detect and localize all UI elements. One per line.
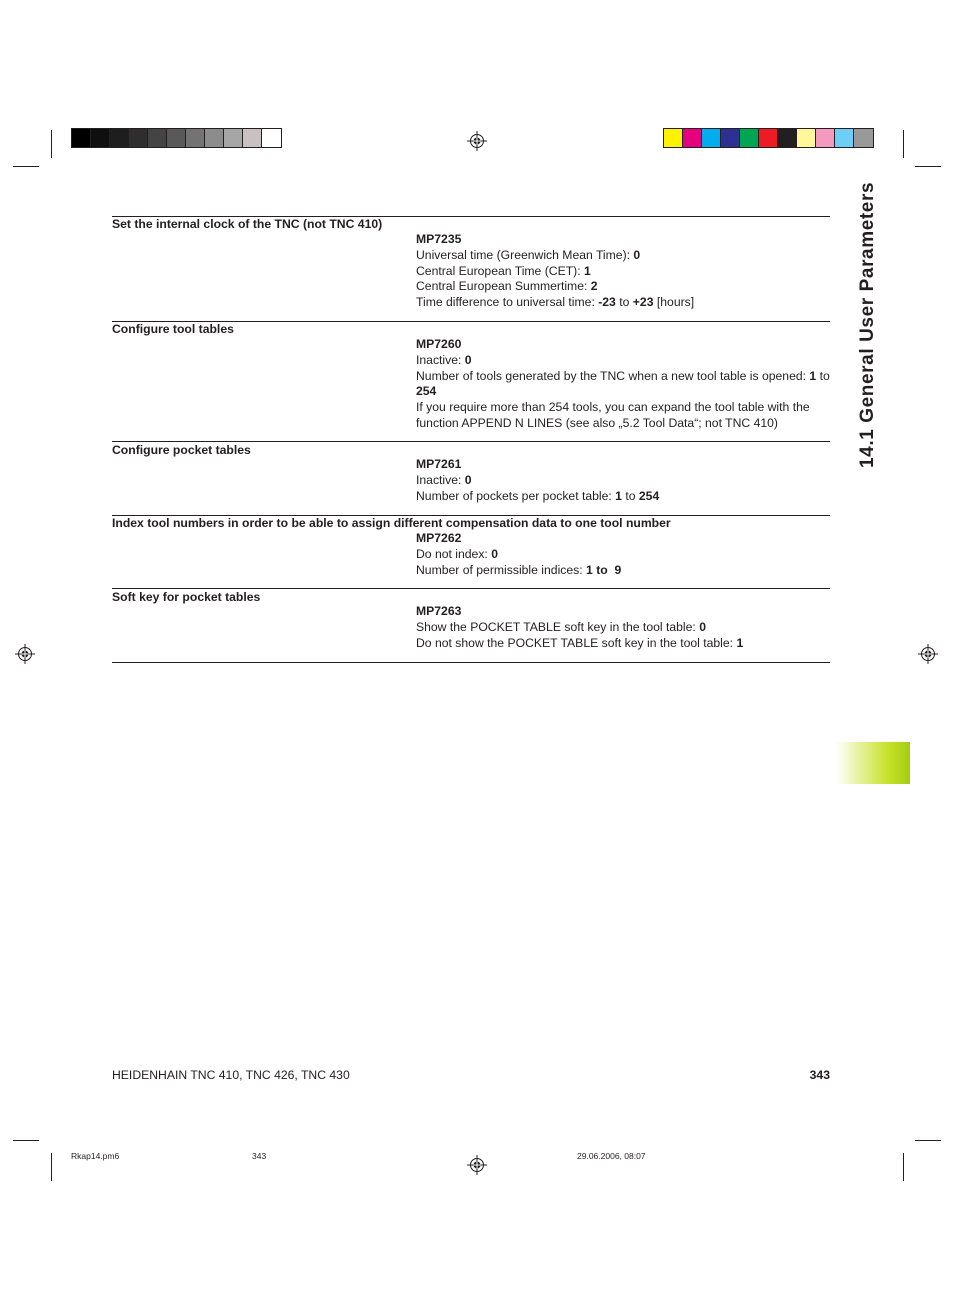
parameter-line: Universal time (Greenwich Mean Time): 0 [416,247,641,262]
color-swatch [702,129,721,147]
parameter-line: Central European Summertime: 2 [416,279,598,294]
registration-mark-icon [15,644,35,664]
slug-timestamp: 29.06.2006, 08:07 [577,1151,646,1161]
crop-mark-top-left-v [51,130,52,158]
gray-swatch [72,129,91,147]
section-divider [112,441,830,442]
gray-swatch [243,129,262,147]
registration-mark-icon [918,644,938,664]
gray-swatch [186,129,205,147]
chapter-tab-marker [836,742,910,784]
color-swatch [778,129,797,147]
color-swatch [759,129,778,147]
parameter-line: Do not show the POCKET TABLE soft key in the tool table: 1 [416,635,744,650]
grayscale-bar [71,128,282,148]
crop-mark-top-left-h [13,166,39,167]
crop-mark-bottom-left-h [13,1140,39,1141]
section-divider [112,588,830,589]
crop-mark-top-right-h [915,166,941,167]
parameter-line: Inactive: 0 [416,472,472,487]
color-swatch [683,129,702,147]
crop-mark-bottom-right-v [903,1153,904,1181]
gray-swatch [91,129,110,147]
parameter-line: Time difference to universal time: -23 to +23 [hours] [416,295,695,310]
machine-parameter-id: MP7261 [416,457,462,471]
gray-swatch [262,129,281,147]
parameter-line: Central European Time (CET): 1 [416,263,591,278]
gray-swatch [224,129,243,147]
section-heading: Soft key for pocket tables [112,590,261,604]
color-swatch [854,129,873,147]
color-swatch [816,129,835,147]
gray-swatch [148,129,167,147]
registration-mark-icon [467,131,487,151]
section-heading: Configure tool tables [112,322,234,336]
section-body [416,531,830,578]
slug-file-name: Rkap14.pm6 [71,1151,120,1161]
section-heading: Set the internal clock of the TNC (not TNC 410) [112,217,383,231]
parameter-line: Do not index: 0 [416,546,498,561]
color-swatch [664,129,683,147]
parameter-line: Inactive: 0 [416,352,472,367]
parameter-line: Number of pockets per pocket table: 1 to 254 [416,488,660,503]
section-body [416,232,830,311]
section-body [416,337,830,432]
machine-parameter-id: MP7235 [416,232,462,246]
slug-page-number: 343 [252,1151,267,1161]
section-heading: Index tool numbers in order to be able to assign different compensation data to one tool number [112,516,671,530]
gray-swatch [110,129,129,147]
color-swatch [740,129,759,147]
color-swatch [797,129,816,147]
parameter-line: Show the POCKET TABLE soft key in the tool table: 0 [416,619,706,634]
crop-mark-bottom-right-h [915,1140,941,1141]
section-body [416,604,830,651]
color-bar [663,128,874,148]
crop-mark-top-right-v [903,130,904,158]
footer-page-number: 343 [809,1068,830,1082]
section-heading: Configure pocket tables [112,443,251,457]
section-body [416,457,830,504]
parameter-line: Number of tools generated by the TNC when a new tool table is opened: 1 to 254 [416,368,830,399]
footer-product-name: HEIDENHAIN TNC 410, TNC 426, TNC 430 [112,1068,350,1082]
machine-parameter-id: MP7260 [416,337,462,351]
parameter-line: Number of permissible indices: 1 to 9 [416,562,622,577]
crop-mark-bottom-left-v [51,1153,52,1181]
section-divider [112,662,830,663]
machine-parameter-id: MP7263 [416,604,462,618]
parameter-note: If you require more than 254 tools, you can expand the tool table with the function APPEND N LINES (see also „5.2 Tool Data“; not TNC 410) [416,400,810,430]
gray-swatch [129,129,148,147]
chapter-side-title: 14.1 General User Parameters [857,181,878,468]
registration-mark-icon [467,1155,487,1175]
color-swatch [835,129,854,147]
gray-swatch [205,129,224,147]
machine-parameter-id: MP7262 [416,531,462,545]
color-swatch [721,129,740,147]
gray-swatch [167,129,186,147]
